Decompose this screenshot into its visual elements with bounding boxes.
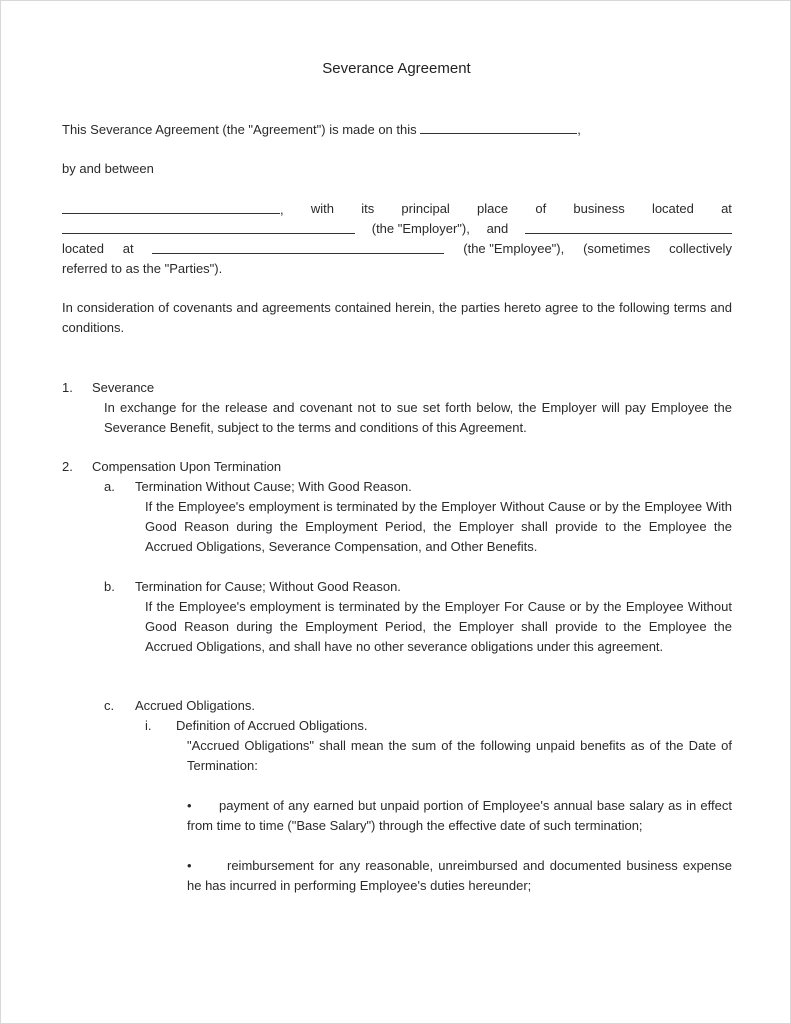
intro-text: This Severance Agreement (the "Agreement") is made on this xyxy=(62,122,417,137)
word: business xyxy=(573,201,625,216)
word: its xyxy=(361,201,375,216)
parties-line-2 xyxy=(62,219,732,239)
bullet-glyph: • xyxy=(187,858,192,873)
at-word: at xyxy=(122,241,134,256)
word: of xyxy=(535,201,547,216)
collectively-word: collectively xyxy=(669,241,732,256)
parties-line-3 xyxy=(62,239,732,259)
employer-label: (the "Employer"), xyxy=(371,221,470,236)
intro-line xyxy=(62,119,732,140)
item-i-body: "Accrued Obligations" shall mean the sum of the following unpaid benefits as of the Date of Termination: xyxy=(187,738,732,773)
section-2-heading: Compensation Upon Termination xyxy=(92,459,282,474)
word: principal xyxy=(401,201,450,216)
bullet-item xyxy=(187,856,732,896)
date-blank[interactable] xyxy=(420,119,577,134)
parties-line-1 xyxy=(62,199,732,220)
word: at xyxy=(721,201,732,216)
subsection-a-heading: Termination Without Cause; With Good Reason. xyxy=(135,479,412,494)
subsection-c-heading: Accrued Obligations. xyxy=(135,698,255,713)
employee-label: (the "Employee"), xyxy=(463,241,565,256)
sometimes-word: (sometimes xyxy=(583,241,651,256)
bullet-item xyxy=(187,796,732,836)
employer-address-blank[interactable] xyxy=(62,219,355,234)
bullet-text: reimbursement for any reasonable, unreimbursed and documented business expense he has incurred in performing Employee's duties hereunder; xyxy=(187,858,732,893)
and-word: and xyxy=(486,221,509,236)
bullet-text: payment of any earned but unpaid portion of Employee's annual base salary as in effect from time to time ("Base Salary") through the effective date of such termination; xyxy=(187,798,732,833)
section-1-number: 1. xyxy=(62,380,73,395)
item-i-heading: Definition of Accrued Obligations. xyxy=(176,718,368,733)
word: place xyxy=(477,201,509,216)
bullet-glyph: • xyxy=(187,798,192,813)
item-i-numeral: i. xyxy=(145,718,152,733)
located-word: located xyxy=(62,241,104,256)
word: located xyxy=(651,201,694,216)
subsection-b-body: If the Employee's employment is terminated by the Employer For Cause or by the Employee Without Good Reason during the Employment Period, the Employer shall provide to the Employee the Accrued Obligations, and shall have no other severance obligations under this agreement. xyxy=(145,599,732,654)
employee-address-blank[interactable] xyxy=(152,239,444,254)
parties-comma: , xyxy=(280,202,284,217)
subsection-a-body: If the Employee's employment is terminated by the Employer Without Cause or by the Employee With Good Reason during the Employment Period, the Employer shall provide to the Employee the Accrued Obligations, Severance Compensation, and Other Benefits. xyxy=(145,499,732,554)
intro-comma: , xyxy=(577,122,581,137)
parties-line-4: referred to as the "Parties"). xyxy=(62,261,223,276)
subsection-c-letter: c. xyxy=(104,698,115,713)
document-title: Severance Agreement xyxy=(322,60,471,77)
section-1-heading: Severance xyxy=(92,380,155,395)
section-1-body: In exchange for the release and covenant not to sue set forth below, the Employer will pay Employee the Severance Benefit, subject to the terms and conditions of this Agreement. xyxy=(104,400,732,435)
subsection-b-heading: Termination for Cause; Without Good Reason. xyxy=(135,579,401,594)
by-and-between: by and between xyxy=(62,161,154,176)
employer-name-blank[interactable] xyxy=(62,199,280,214)
consideration-paragraph: In consideration of covenants and agreements contained herein, the parties hereto agree to the following terms and conditions. xyxy=(62,300,732,335)
word: with xyxy=(310,201,334,216)
subsection-a-letter: a. xyxy=(104,479,115,494)
section-2-number: 2. xyxy=(62,459,73,474)
employee-name-blank[interactable] xyxy=(525,219,732,234)
subsection-b-letter: b. xyxy=(104,579,115,594)
